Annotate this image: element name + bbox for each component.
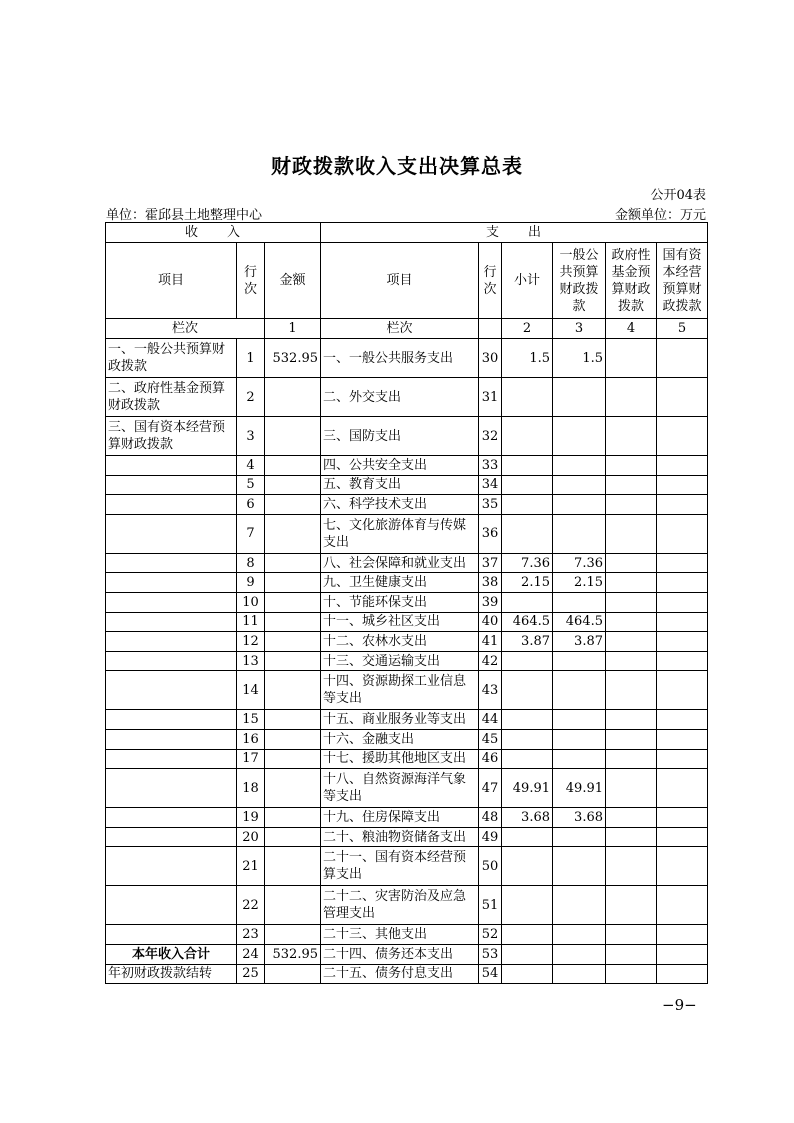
expense-subtotal-cell (502, 495, 553, 515)
income-row-no-cell: 22 (237, 886, 265, 925)
unit-label: 单位：霍邱县土地整理中心 (106, 208, 263, 223)
income-amount-cell: 532.95 (265, 339, 321, 378)
money-unit-label: 金额单位：万元 (614, 208, 706, 223)
table-row (106, 925, 708, 945)
expense-general-budget-cell (553, 886, 606, 925)
income-amount-cell (265, 671, 321, 710)
expense-state-capital-cell (657, 417, 708, 456)
income-group-header: 收 入 (106, 223, 321, 243)
income-row-no-cell: 12 (237, 632, 265, 652)
income-item-cell: 三、国有资本经营预算财政拨款 (106, 417, 237, 456)
income-row-no-cell: 10 (237, 592, 265, 612)
expense-item-cell: 三、国防支出 (321, 417, 479, 456)
budget-table (105, 222, 708, 984)
column-index-row (106, 319, 708, 339)
expense-general-budget-cell (553, 847, 606, 886)
income-amount-cell (265, 651, 321, 671)
col-index-label-left: 栏次 (106, 319, 265, 339)
income-row-no-cell: 1 (237, 339, 265, 378)
expense-item-header: 项目 (321, 243, 479, 319)
table-row (106, 553, 708, 573)
expense-state-capital-cell (657, 378, 708, 417)
expense-gov-fund-cell (606, 710, 657, 730)
table-row (106, 632, 708, 652)
income-amount-cell (265, 847, 321, 886)
income-item-cell: 本年收入合计 (106, 944, 237, 964)
expense-subtotal-cell (502, 671, 553, 710)
income-amount-header: 金额 (265, 243, 321, 319)
income-item-cell (106, 495, 237, 515)
expense-gov-fund-cell (606, 495, 657, 515)
income-amount-cell (265, 553, 321, 573)
income-row-no-cell: 4 (237, 456, 265, 476)
col-index-label-right: 栏次 (321, 319, 479, 339)
expense-gov-fund-cell (606, 514, 657, 553)
expense-general-budget-cell (553, 729, 606, 749)
table-row (106, 769, 708, 808)
expense-state-capital-cell (657, 573, 708, 593)
expense-row-no-cell: 39 (479, 592, 502, 612)
expense-state-capital-cell (657, 749, 708, 769)
table-row (106, 671, 708, 710)
table-row (106, 651, 708, 671)
income-row-no-cell: 16 (237, 729, 265, 749)
income-row-no-cell: 23 (237, 925, 265, 945)
expense-state-capital-cell (657, 475, 708, 495)
expense-gov-fund-cell (606, 475, 657, 495)
expense-item-cell: 十、节能环保支出 (321, 592, 479, 612)
expense-item-cell: 二、外交支出 (321, 378, 479, 417)
expense-row-no-cell: 38 (479, 573, 502, 593)
income-item-cell (106, 769, 237, 808)
table-row (106, 378, 708, 417)
expense-subtotal-cell (502, 964, 553, 984)
table-row (106, 729, 708, 749)
income-amount-cell (265, 769, 321, 808)
expense-gov-fund-cell (606, 944, 657, 964)
table-row (106, 749, 708, 769)
expense-subtotal-cell (502, 710, 553, 730)
expense-rowno-header: 行次 (479, 243, 502, 319)
expense-item-cell: 十九、住房保障支出 (321, 808, 479, 828)
income-amount-cell (265, 514, 321, 553)
income-row-no-cell: 14 (237, 671, 265, 710)
expense-general-budget-cell (553, 710, 606, 730)
col-index-2: 2 (502, 319, 553, 339)
expense-subtotal-cell (502, 847, 553, 886)
income-amount-cell (265, 592, 321, 612)
page-title: 财政拨款收入支出决算总表 (271, 154, 523, 178)
expense-general-budget-cell (553, 456, 606, 476)
expense-row-no-cell: 34 (479, 475, 502, 495)
expense-state-capital-cell (657, 514, 708, 553)
expense-gov-fund-cell (606, 339, 657, 378)
table-row (106, 964, 708, 984)
expense-gov-fund-cell (606, 592, 657, 612)
expense-item-cell: 十八、自然资源海洋气象等支出 (321, 769, 479, 808)
expense-state-capital-cell (657, 592, 708, 612)
income-amount-cell (265, 573, 321, 593)
expense-general-budget-cell (553, 378, 606, 417)
table-row (106, 475, 708, 495)
expense-gov-fund-cell (606, 553, 657, 573)
expense-row-no-cell: 53 (479, 944, 502, 964)
expense-row-no-cell: 31 (479, 378, 502, 417)
expense-gov-fund-cell (606, 612, 657, 632)
expense-row-no-cell: 36 (479, 514, 502, 553)
expense-subtotal-cell: 49.91 (502, 769, 553, 808)
expense-item-cell: 二十三、其他支出 (321, 925, 479, 945)
expense-subtotal-cell (502, 592, 553, 612)
income-item-cell (106, 749, 237, 769)
expense-subtotal-cell: 1.5 (502, 339, 553, 378)
expense-item-cell: 六、科学技术支出 (321, 495, 479, 515)
income-row-no-cell: 18 (237, 769, 265, 808)
income-item-cell (106, 553, 237, 573)
income-row-no-cell: 3 (237, 417, 265, 456)
expense-state-capital-cell (657, 729, 708, 749)
expense-general-budget-cell (553, 417, 606, 456)
expense-row-no-cell: 42 (479, 651, 502, 671)
expense-item-cell: 十五、商业服务业等支出 (321, 710, 479, 730)
col-index-blank (479, 319, 502, 339)
expense-subtotal-cell (502, 944, 553, 964)
income-amount-cell (265, 495, 321, 515)
expense-gov-fund-cell (606, 964, 657, 984)
expense-row-no-cell: 43 (479, 671, 502, 710)
table-row (106, 612, 708, 632)
income-item-cell (106, 592, 237, 612)
expense-item-cell: 二十四、债务还本支出 (321, 944, 479, 964)
expense-row-no-cell: 45 (479, 729, 502, 749)
expense-subtotal-cell (502, 886, 553, 925)
expense-subtotal-cell (502, 417, 553, 456)
expense-subtotal-cell (502, 514, 553, 553)
income-item-cell: 二、政府性基金预算财政拨款 (106, 378, 237, 417)
table-row (106, 592, 708, 612)
expense-general-budget-cell (553, 495, 606, 515)
expense-row-no-cell: 51 (479, 886, 502, 925)
expense-item-cell: 十七、援助其他地区支出 (321, 749, 479, 769)
income-amount-cell (265, 808, 321, 828)
table-row (106, 339, 708, 378)
expense-general-budget-cell: 7.36 (553, 553, 606, 573)
expense-state-capital-cell (657, 847, 708, 886)
expense-state-capital-cell (657, 827, 708, 847)
table-row (106, 808, 708, 828)
table-row (106, 456, 708, 476)
expense-subtotal-cell (502, 925, 553, 945)
income-item-header: 项目 (106, 243, 237, 319)
expense-gov-fund-cell (606, 632, 657, 652)
income-row-no-cell: 15 (237, 710, 265, 730)
table-row (106, 495, 708, 515)
income-row-no-cell: 20 (237, 827, 265, 847)
expense-item-cell: 二十二、灾害防治及应急管理支出 (321, 886, 479, 925)
expense-state-capital-cell (657, 886, 708, 925)
expense-general-budget-cell: 464.5 (553, 612, 606, 632)
income-row-no-cell: 13 (237, 651, 265, 671)
expense-item-cell: 十三、交通运输支出 (321, 651, 479, 671)
gov-fund-header: 政府性基金预算财政拨款 (606, 243, 657, 319)
expense-item-cell: 五、教育支出 (321, 475, 479, 495)
table-row (106, 514, 708, 553)
expense-subtotal-cell: 2.15 (502, 573, 553, 593)
income-item-cell (106, 729, 237, 749)
expense-state-capital-cell (657, 632, 708, 652)
expense-general-budget-cell (553, 475, 606, 495)
expense-subtotal-cell (502, 749, 553, 769)
income-row-no-cell: 7 (237, 514, 265, 553)
expense-subtotal-cell (502, 827, 553, 847)
expense-group-header: 支 出 (321, 223, 708, 243)
expense-state-capital-cell (657, 553, 708, 573)
expense-general-budget-cell: 3.87 (553, 632, 606, 652)
expense-row-no-cell: 33 (479, 456, 502, 476)
expense-general-budget-cell: 2.15 (553, 573, 606, 593)
income-item-cell (106, 925, 237, 945)
income-item-cell (106, 847, 237, 886)
expense-state-capital-cell (657, 964, 708, 984)
expense-gov-fund-cell (606, 651, 657, 671)
table-row (106, 847, 708, 886)
table-row (106, 417, 708, 456)
income-item-cell (106, 612, 237, 632)
expense-state-capital-cell (657, 925, 708, 945)
expense-gov-fund-cell (606, 925, 657, 945)
expense-item-cell: 二十、粮油物资储备支出 (321, 827, 479, 847)
income-item-cell: 年初财政拨款结转 (106, 964, 237, 984)
expense-item-cell: 八、社会保障和就业支出 (321, 553, 479, 573)
col-index-1: 1 (265, 319, 321, 339)
income-row-no-cell: 2 (237, 378, 265, 417)
expense-item-cell: 十六、金融支出 (321, 729, 479, 749)
expense-general-budget-cell (553, 671, 606, 710)
col-index-4: 4 (606, 319, 657, 339)
expense-gov-fund-cell (606, 769, 657, 808)
expense-subtotal-cell: 3.87 (502, 632, 553, 652)
expense-general-budget-cell (553, 964, 606, 984)
income-amount-cell: 532.95 (265, 944, 321, 964)
income-row-no-cell: 19 (237, 808, 265, 828)
income-amount-cell (265, 729, 321, 749)
income-item-cell (106, 710, 237, 730)
income-item-cell (106, 514, 237, 553)
expense-general-budget-cell (553, 514, 606, 553)
income-row-no-cell: 9 (237, 573, 265, 593)
expense-gov-fund-cell (606, 847, 657, 886)
expense-gov-fund-cell (606, 378, 657, 417)
expense-subtotal-cell (502, 729, 553, 749)
table-row (106, 573, 708, 593)
expense-state-capital-cell (657, 495, 708, 515)
expense-state-capital-cell (657, 456, 708, 476)
income-item-cell (106, 651, 237, 671)
income-row-no-cell: 25 (237, 964, 265, 984)
subtotal-header: 小计 (502, 243, 553, 319)
expense-gov-fund-cell (606, 808, 657, 828)
expense-row-no-cell: 47 (479, 769, 502, 808)
expense-subtotal-cell: 464.5 (502, 612, 553, 632)
expense-general-budget-cell (553, 749, 606, 769)
income-item-cell (106, 456, 237, 476)
general-budget-header: 一般公共预算财政拨款 (553, 243, 606, 319)
expense-row-no-cell: 35 (479, 495, 502, 515)
table-row (106, 827, 708, 847)
expense-state-capital-cell (657, 339, 708, 378)
expense-row-no-cell: 52 (479, 925, 502, 945)
expense-state-capital-cell (657, 769, 708, 808)
income-item-cell (106, 808, 237, 828)
expense-general-budget-cell (553, 925, 606, 945)
income-row-no-cell: 5 (237, 475, 265, 495)
expense-row-no-cell: 54 (479, 964, 502, 984)
expense-subtotal-cell: 3.68 (502, 808, 553, 828)
expense-row-no-cell: 50 (479, 847, 502, 886)
table-row (106, 886, 708, 925)
page-number: −9− (662, 996, 697, 1014)
expense-item-cell: 四、公共安全支出 (321, 456, 479, 476)
income-amount-cell (265, 710, 321, 730)
expense-general-budget-cell: 1.5 (553, 339, 606, 378)
expense-gov-fund-cell (606, 749, 657, 769)
table-row (106, 710, 708, 730)
expense-general-budget-cell: 3.68 (553, 808, 606, 828)
income-amount-cell (265, 456, 321, 476)
income-rowno-header: 行次 (237, 243, 265, 319)
table-row (106, 944, 708, 964)
income-row-no-cell: 11 (237, 612, 265, 632)
income-item-cell (106, 632, 237, 652)
column-header-row (106, 243, 708, 319)
income-row-no-cell: 17 (237, 749, 265, 769)
expense-row-no-cell: 37 (479, 553, 502, 573)
expense-subtotal-cell (502, 651, 553, 671)
expense-row-no-cell: 32 (479, 417, 502, 456)
expense-gov-fund-cell (606, 886, 657, 925)
expense-item-cell: 二十一、国有资本经营预算支出 (321, 847, 479, 886)
income-amount-cell (265, 749, 321, 769)
income-item-cell (106, 475, 237, 495)
expense-row-no-cell: 30 (479, 339, 502, 378)
expense-subtotal-cell (502, 475, 553, 495)
expense-subtotal-cell: 7.36 (502, 553, 553, 573)
expense-subtotal-cell (502, 456, 553, 476)
expense-general-budget-cell (553, 944, 606, 964)
income-item-cell: 一、一般公共预算财政拨款 (106, 339, 237, 378)
expense-general-budget-cell (553, 592, 606, 612)
expense-row-no-cell: 40 (479, 612, 502, 632)
expense-state-capital-cell (657, 944, 708, 964)
expense-row-no-cell: 41 (479, 632, 502, 652)
expense-item-cell: 二十五、债务付息支出 (321, 964, 479, 984)
expense-row-no-cell: 46 (479, 749, 502, 769)
expense-gov-fund-cell (606, 671, 657, 710)
expense-general-budget-cell (553, 651, 606, 671)
form-code: 公开04表 (650, 188, 706, 203)
expense-state-capital-cell (657, 710, 708, 730)
income-amount-cell (265, 378, 321, 417)
expense-state-capital-cell (657, 808, 708, 828)
income-item-cell (106, 827, 237, 847)
income-amount-cell (265, 827, 321, 847)
group-header-row (106, 223, 708, 243)
expense-row-no-cell: 44 (479, 710, 502, 730)
expense-item-cell: 一、一般公共服务支出 (321, 339, 479, 378)
income-item-cell (106, 671, 237, 710)
expense-state-capital-cell (657, 612, 708, 632)
income-amount-cell (265, 925, 321, 945)
expense-item-cell: 十四、资源勘探工业信息等支出 (321, 671, 479, 710)
expense-gov-fund-cell (606, 729, 657, 749)
income-amount-cell (265, 964, 321, 984)
expense-gov-fund-cell (606, 827, 657, 847)
expense-item-cell: 十二、农林水支出 (321, 632, 479, 652)
income-item-cell (106, 886, 237, 925)
expense-gov-fund-cell (606, 417, 657, 456)
expense-subtotal-cell (502, 378, 553, 417)
income-item-cell (106, 573, 237, 593)
expense-state-capital-cell (657, 671, 708, 710)
expense-gov-fund-cell (606, 573, 657, 593)
col-index-5: 5 (657, 319, 708, 339)
income-row-no-cell: 24 (237, 944, 265, 964)
expense-general-budget-cell: 49.91 (553, 769, 606, 808)
expense-row-no-cell: 49 (479, 827, 502, 847)
expense-gov-fund-cell (606, 456, 657, 476)
expense-item-cell: 十一、城乡社区支出 (321, 612, 479, 632)
col-index-3: 3 (553, 319, 606, 339)
income-amount-cell (265, 632, 321, 652)
income-amount-cell (265, 612, 321, 632)
state-capital-header: 国有资本经营预算财政拨款 (657, 243, 708, 319)
income-row-no-cell: 21 (237, 847, 265, 886)
income-row-no-cell: 6 (237, 495, 265, 515)
income-amount-cell (265, 886, 321, 925)
expense-item-cell: 九、卫生健康支出 (321, 573, 479, 593)
expense-state-capital-cell (657, 651, 708, 671)
expense-row-no-cell: 48 (479, 808, 502, 828)
expense-item-cell: 七、文化旅游体育与传媒支出 (321, 514, 479, 553)
income-amount-cell (265, 417, 321, 456)
income-amount-cell (265, 475, 321, 495)
expense-general-budget-cell (553, 827, 606, 847)
income-row-no-cell: 8 (237, 553, 265, 573)
